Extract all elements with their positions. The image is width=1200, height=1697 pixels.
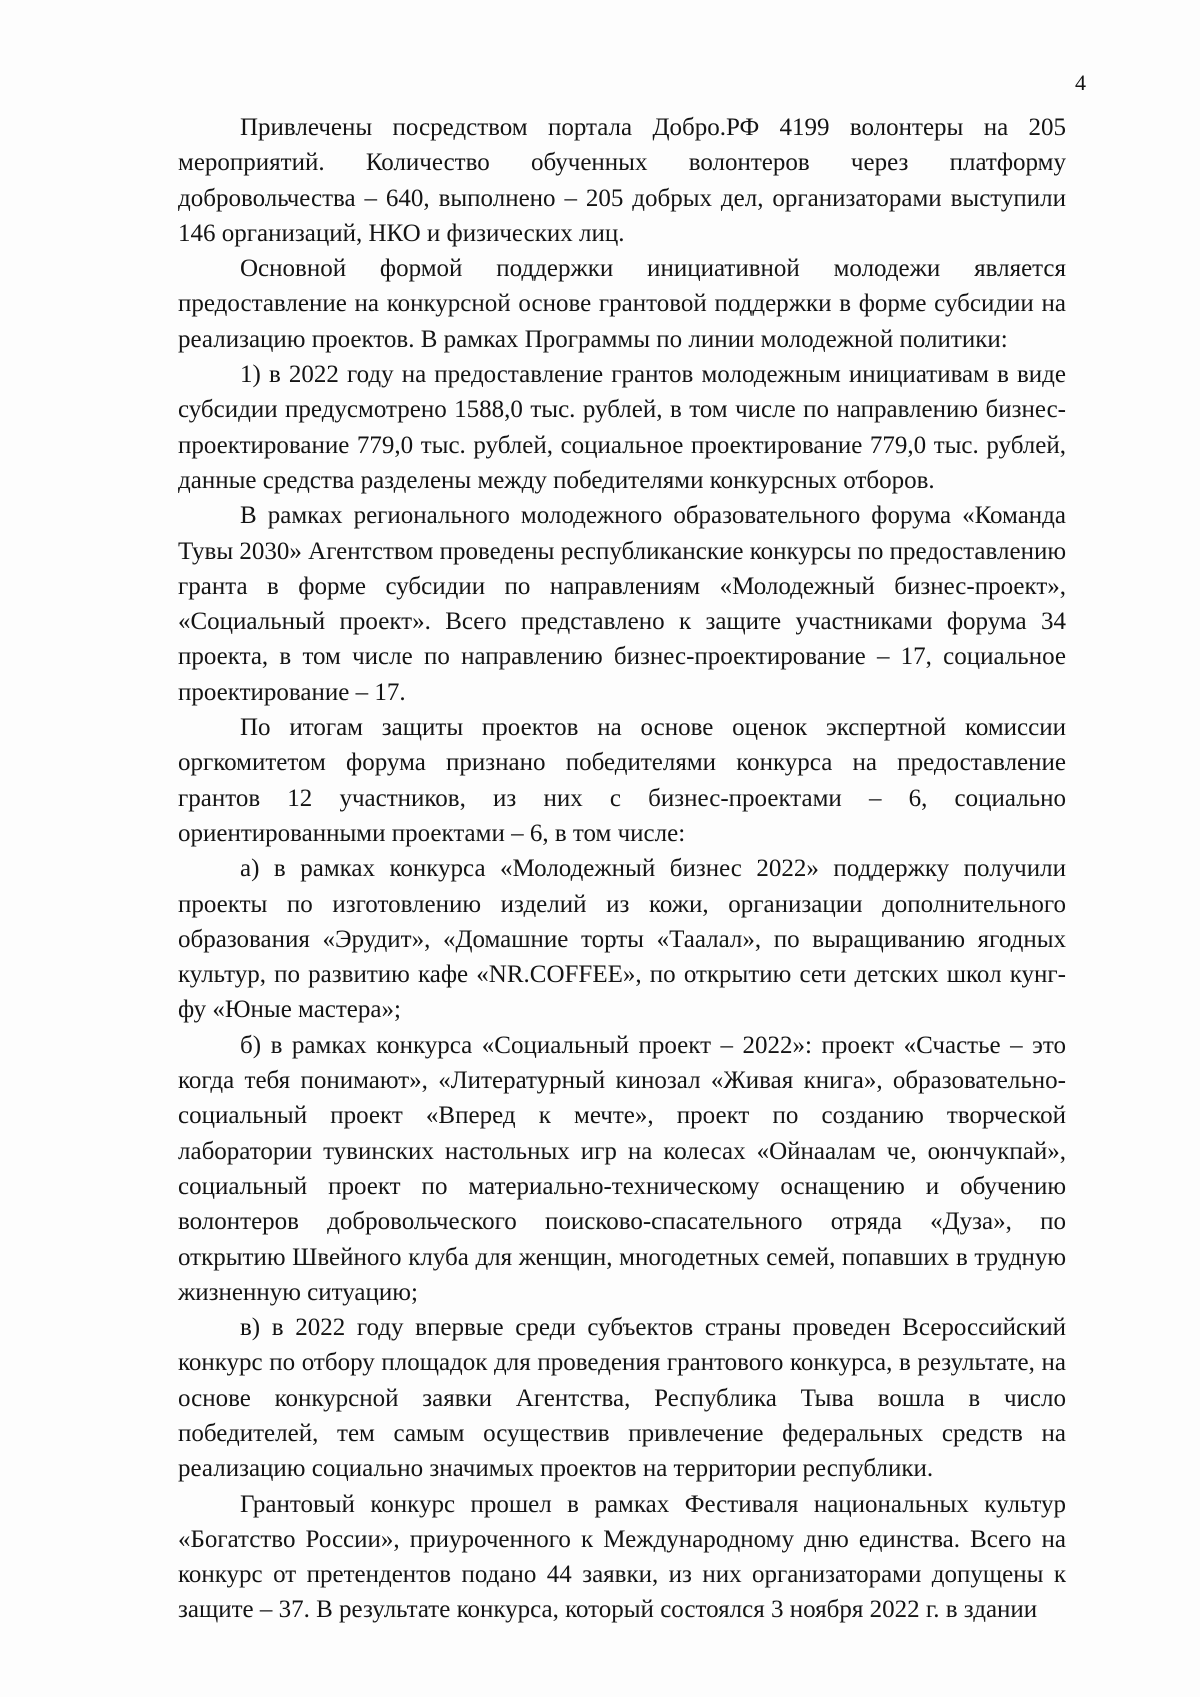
paragraph-item-1-funding: 1) в 2022 году на предоставление грантов молодежным инициативам в виде субсидии предусмотрено 1588,0 тыс. рублей, в том числе по направлению бизнес-проектирование 779,0 тыс. рублей, социальное проектирование 779,0 тыс. рублей, данные средства разделены между победителями конкурсных отборов. [178,361,1066,494]
paragraph-forum-contests: В рамках регионального молодежного образовательного форума «Команда Тувы 2030» Агентством проведены республиканские конкурсы по предоставлению гранта в форме субсидии по направлениям «Молодежный бизнес-проект», «Социальный проект». Всего представлено к защите участниками форума 34 проекта, в том числе по направлению бизнес-проектирование – 17, социальное проектирование – 17. [178,502,1066,706]
paragraph-item-b-social: б) в рамках конкурса «Социальный проект – 2022»: проект «Счастье – это когда тебя понимают», «Литературный кинозал «Живая книга», образовательно-социальный проект «Вперед к мечте», проект по созданию творческой лаборатории тувинских настольных игр на колесах «Ойнаалам че, оюнчукпай», социальный проект по материально-техническому оснащению и обучению волонтеров добровольческого поисково-спасательного отряда «Дуза», по открытию Швейного клуба для женщин, многодетных семей, попавших в трудную жизненную ситуацию; [178,1031,1066,1306]
paragraph-item-c-all-russian: в) в 2022 году впервые среди субъектов страны проведен Всероссийский конкурс по отбору площадок для проведения грантового конкурса, в результате, на основе конкурсной заявки Агентства, Республика Тыва вошла в число победителей, тем самым осуществив привлечение федеральных средств на реализацию социально значимых проектов на территории республики. [178,1314,1066,1483]
paragraph-winners: По итогам защиты проектов на основе оценок экспертной комиссии оргкомитетом форума признано победителями конкурса на предоставление грантов 12 участников, из них с бизнес-проектами – 6, социально ориентированными проектами – 6, в том числе: [178,714,1066,847]
paragraph-volunteers: Привлечены посредством портала Добро.РФ 4199 волонтеры на 205 мероприятий. Количество обученных волонтеров через платформу добровольчества – 640, выполнено – 205 добрых дел, организаторами выступили 146 организаций, НКО и физических лиц. [178,114,1066,247]
paragraph-grant-contest: Грантовый конкурс прошел в рамках Фестиваля национальных культур «Богатство России», приуроченного к Международному дню единства. Всего на конкурс от претендентов подано 44 заявки, из них организаторами допущены к защите – 37. В результате конкурса, который состоялся 3 ноября 2022 г. в здании [178,1490,1066,1624]
body-text [178,110,1066,1628]
paragraph-grant-support: Основной формой поддержки инициативной молодежи является предоставление на конкурсной основе грантовой поддержки в форме субсидии на реализацию проектов. В рамках Программы по линии молодежной политики: [178,255,1066,353]
page-number: 4 [1075,70,1086,95]
paragraph-item-a-business: а) в рамках конкурса «Молодежный бизнес 2022» поддержку получили проекты по изготовлению изделий из кожи, организации дополнительного образования «Эрудит», «Домашние торты «Таалал», по выращиванию ягодных культур, по развитию кафе «NR.COFFEE», по открытию сети детских школ кунг-фу «Юные мастера»; [178,855,1066,1024]
